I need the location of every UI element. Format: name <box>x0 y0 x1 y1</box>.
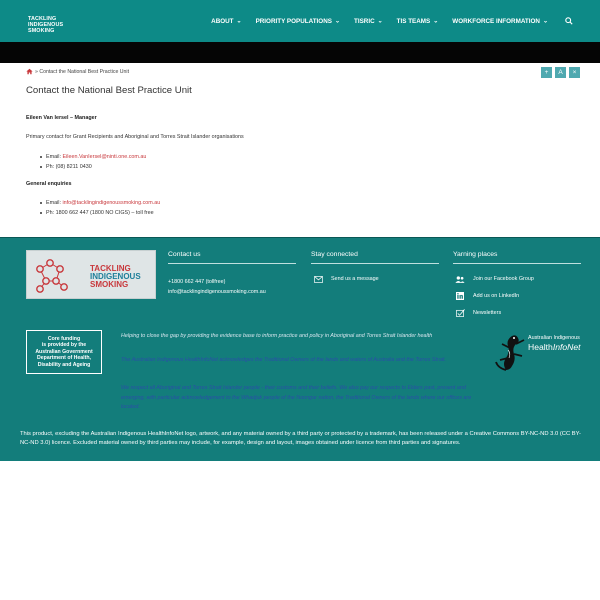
facebook-group-link[interactable] <box>453 274 581 284</box>
manager-email-link[interactable]: Eileen.VanIersel@ninti.one.com.au <box>62 154 147 160</box>
send-message-label: Send us a message <box>331 276 379 282</box>
manager-name: Eileen Van Iersel – Manager <box>26 115 97 121</box>
funding-line-2: is provided by the <box>41 342 87 349</box>
logo-line-1: TACKLING <box>28 16 57 22</box>
nav-tisric-label: TISRIC <box>353 17 375 25</box>
contact-column <box>168 251 296 297</box>
healthinfonet-subtitle: Australian Indigenous <box>528 335 580 341</box>
nav-about[interactable] <box>211 18 241 25</box>
funding-line-1: Core funding <box>47 335 81 342</box>
funding-statement <box>26 330 102 374</box>
increase-text-button[interactable]: + <box>541 67 552 78</box>
manager-contact-list <box>40 152 146 172</box>
nav-about-label: ABOUT <box>211 17 234 25</box>
acknowledgement-text: The Australian Indigenous HealthInfoNet acknowledges the Traditional Owners of the lands and waters of Australia and the Torres Strait. <box>121 357 447 363</box>
text-size-tools <box>538 67 580 78</box>
footer-logo-line-1: TACKLING <box>90 264 131 273</box>
funding-line-5: Disability and Ageing <box>37 361 91 368</box>
footer-logo[interactable] <box>26 250 156 299</box>
breadcrumb-separator: » <box>35 68 38 75</box>
banner-bar <box>0 42 600 63</box>
home-icon[interactable] <box>26 68 33 75</box>
mission-statement: Helping to close the gap by providing the evidence base to inform practice and policy in Aboriginal and Torres Strait Islander health <box>121 333 433 339</box>
respect-statement: We respect all Aboriginal and Torres Strait Islander people - their customs and their beliefs. We also pay our respects to Elders past, present and emerging, with particular acknowledgement to the Whadjuk people of the Noongar nation, the Traditional Owners of the lands where our offices are located. <box>121 385 472 411</box>
stay-connected-column <box>311 251 439 284</box>
healthinfonet-health: Health <box>528 342 553 352</box>
chevron-down-icon: ⌄ <box>334 18 340 24</box>
nav-priority-populations[interactable] <box>256 18 340 25</box>
newsletters-link[interactable] <box>453 308 581 318</box>
newsletter-icon <box>455 308 465 318</box>
nav-priority-populations-label: PRIORITY POPULATIONS <box>255 17 332 25</box>
linkedin-link[interactable] <box>453 291 581 301</box>
chevron-down-icon: ⌄ <box>377 18 383 24</box>
chevron-down-icon: ⌄ <box>236 18 242 24</box>
page-title: Contact the National Best Practice Unit <box>26 85 192 96</box>
site-logo[interactable] <box>28 16 63 34</box>
funding-line-3: Australian Government <box>35 348 93 355</box>
group-icon <box>455 274 465 284</box>
breadcrumb <box>26 68 129 75</box>
footer-phone[interactable]: +1800 662 447 (tollfree) <box>168 279 226 285</box>
licence-text: This product, excluding the Australian Indigenous HealthInfoNet logo, artwork, and any material owned by a third party or protected by a trademark, has been released under a Creative Commons BY-NC-ND 3.0 (CC BY-NC-ND 3.0) licence. Excluded material owned by third parties may include, for example, design and layout, images obtained under licence from third parties and signatures. <box>20 431 581 446</box>
healthinfonet-infonet: InfoNet <box>552 342 581 352</box>
stay-connected-title: Stay connected <box>311 251 439 264</box>
main-content <box>0 63 600 237</box>
nav-tis-teams[interactable] <box>397 18 439 25</box>
logo-line-2: INDIGENOUS <box>28 22 64 28</box>
breadcrumb-current: Contact the National Best Practice Unit <box>39 68 130 75</box>
funding-line-4: Department of Health, <box>37 355 91 362</box>
primary-contact-text: Primary contact for Grant Recipients and Aboriginal and Torres Strait Islander organisations <box>26 134 244 140</box>
contact-title: Contact us <box>168 251 296 264</box>
healthinfonet-logo-text[interactable] <box>528 335 581 352</box>
send-message-link[interactable] <box>311 274 439 284</box>
search-icon[interactable] <box>562 14 576 28</box>
logo-line-3: SMOKING <box>28 28 55 34</box>
nav-tis-teams-label: TIS TEAMS <box>396 17 431 25</box>
facebook-group-label: Join our Facebook Group <box>473 276 534 282</box>
nav-workforce-information[interactable] <box>452 18 548 25</box>
email-label: Email: <box>46 154 61 160</box>
list-item <box>40 162 146 172</box>
site-footer <box>0 237 600 461</box>
nav-workforce-information-label: WORKFORCE INFORMATION <box>452 17 540 25</box>
linkedin-icon <box>455 291 465 301</box>
site-header <box>0 0 600 42</box>
general-contact-list <box>40 198 160 218</box>
footer-email[interactable]: info@tacklingindigenoussmoking.com.au <box>168 289 266 295</box>
general-phone: Ph: 1800 662 447 (1800 NO CIGS) – toll free <box>46 210 154 216</box>
message-icon <box>313 274 323 284</box>
main-nav <box>211 0 600 42</box>
footer-logo-line-2: INDIGENOUS <box>90 272 141 281</box>
newsletters-label: Newsletters <box>473 310 502 316</box>
email-label: Email: <box>46 200 61 206</box>
linkedin-label: Add us on LinkedIn <box>473 293 520 299</box>
nav-tisric[interactable] <box>354 18 383 25</box>
manager-phone: Ph: (08) 8211 0430 <box>46 164 92 170</box>
yarning-places-title: Yarning places <box>453 251 581 264</box>
general-enquiries-heading: General enquiries <box>26 181 72 187</box>
general-email-link[interactable]: info@tacklingindigenoussmoking.com.au <box>62 200 161 206</box>
chevron-down-icon: ⌄ <box>542 18 548 24</box>
yarning-places-column <box>453 251 581 318</box>
list-item <box>40 208 160 218</box>
decrease-text-button[interactable]: × <box>569 67 580 78</box>
molecule-icon <box>32 255 72 295</box>
footer-logo-text <box>90 265 141 289</box>
footer-logo-line-3: SMOKING <box>90 280 129 289</box>
chevron-down-icon: ⌄ <box>433 18 439 24</box>
list-item <box>40 198 160 208</box>
reset-text-button[interactable]: A <box>555 67 566 78</box>
list-item <box>40 152 146 162</box>
